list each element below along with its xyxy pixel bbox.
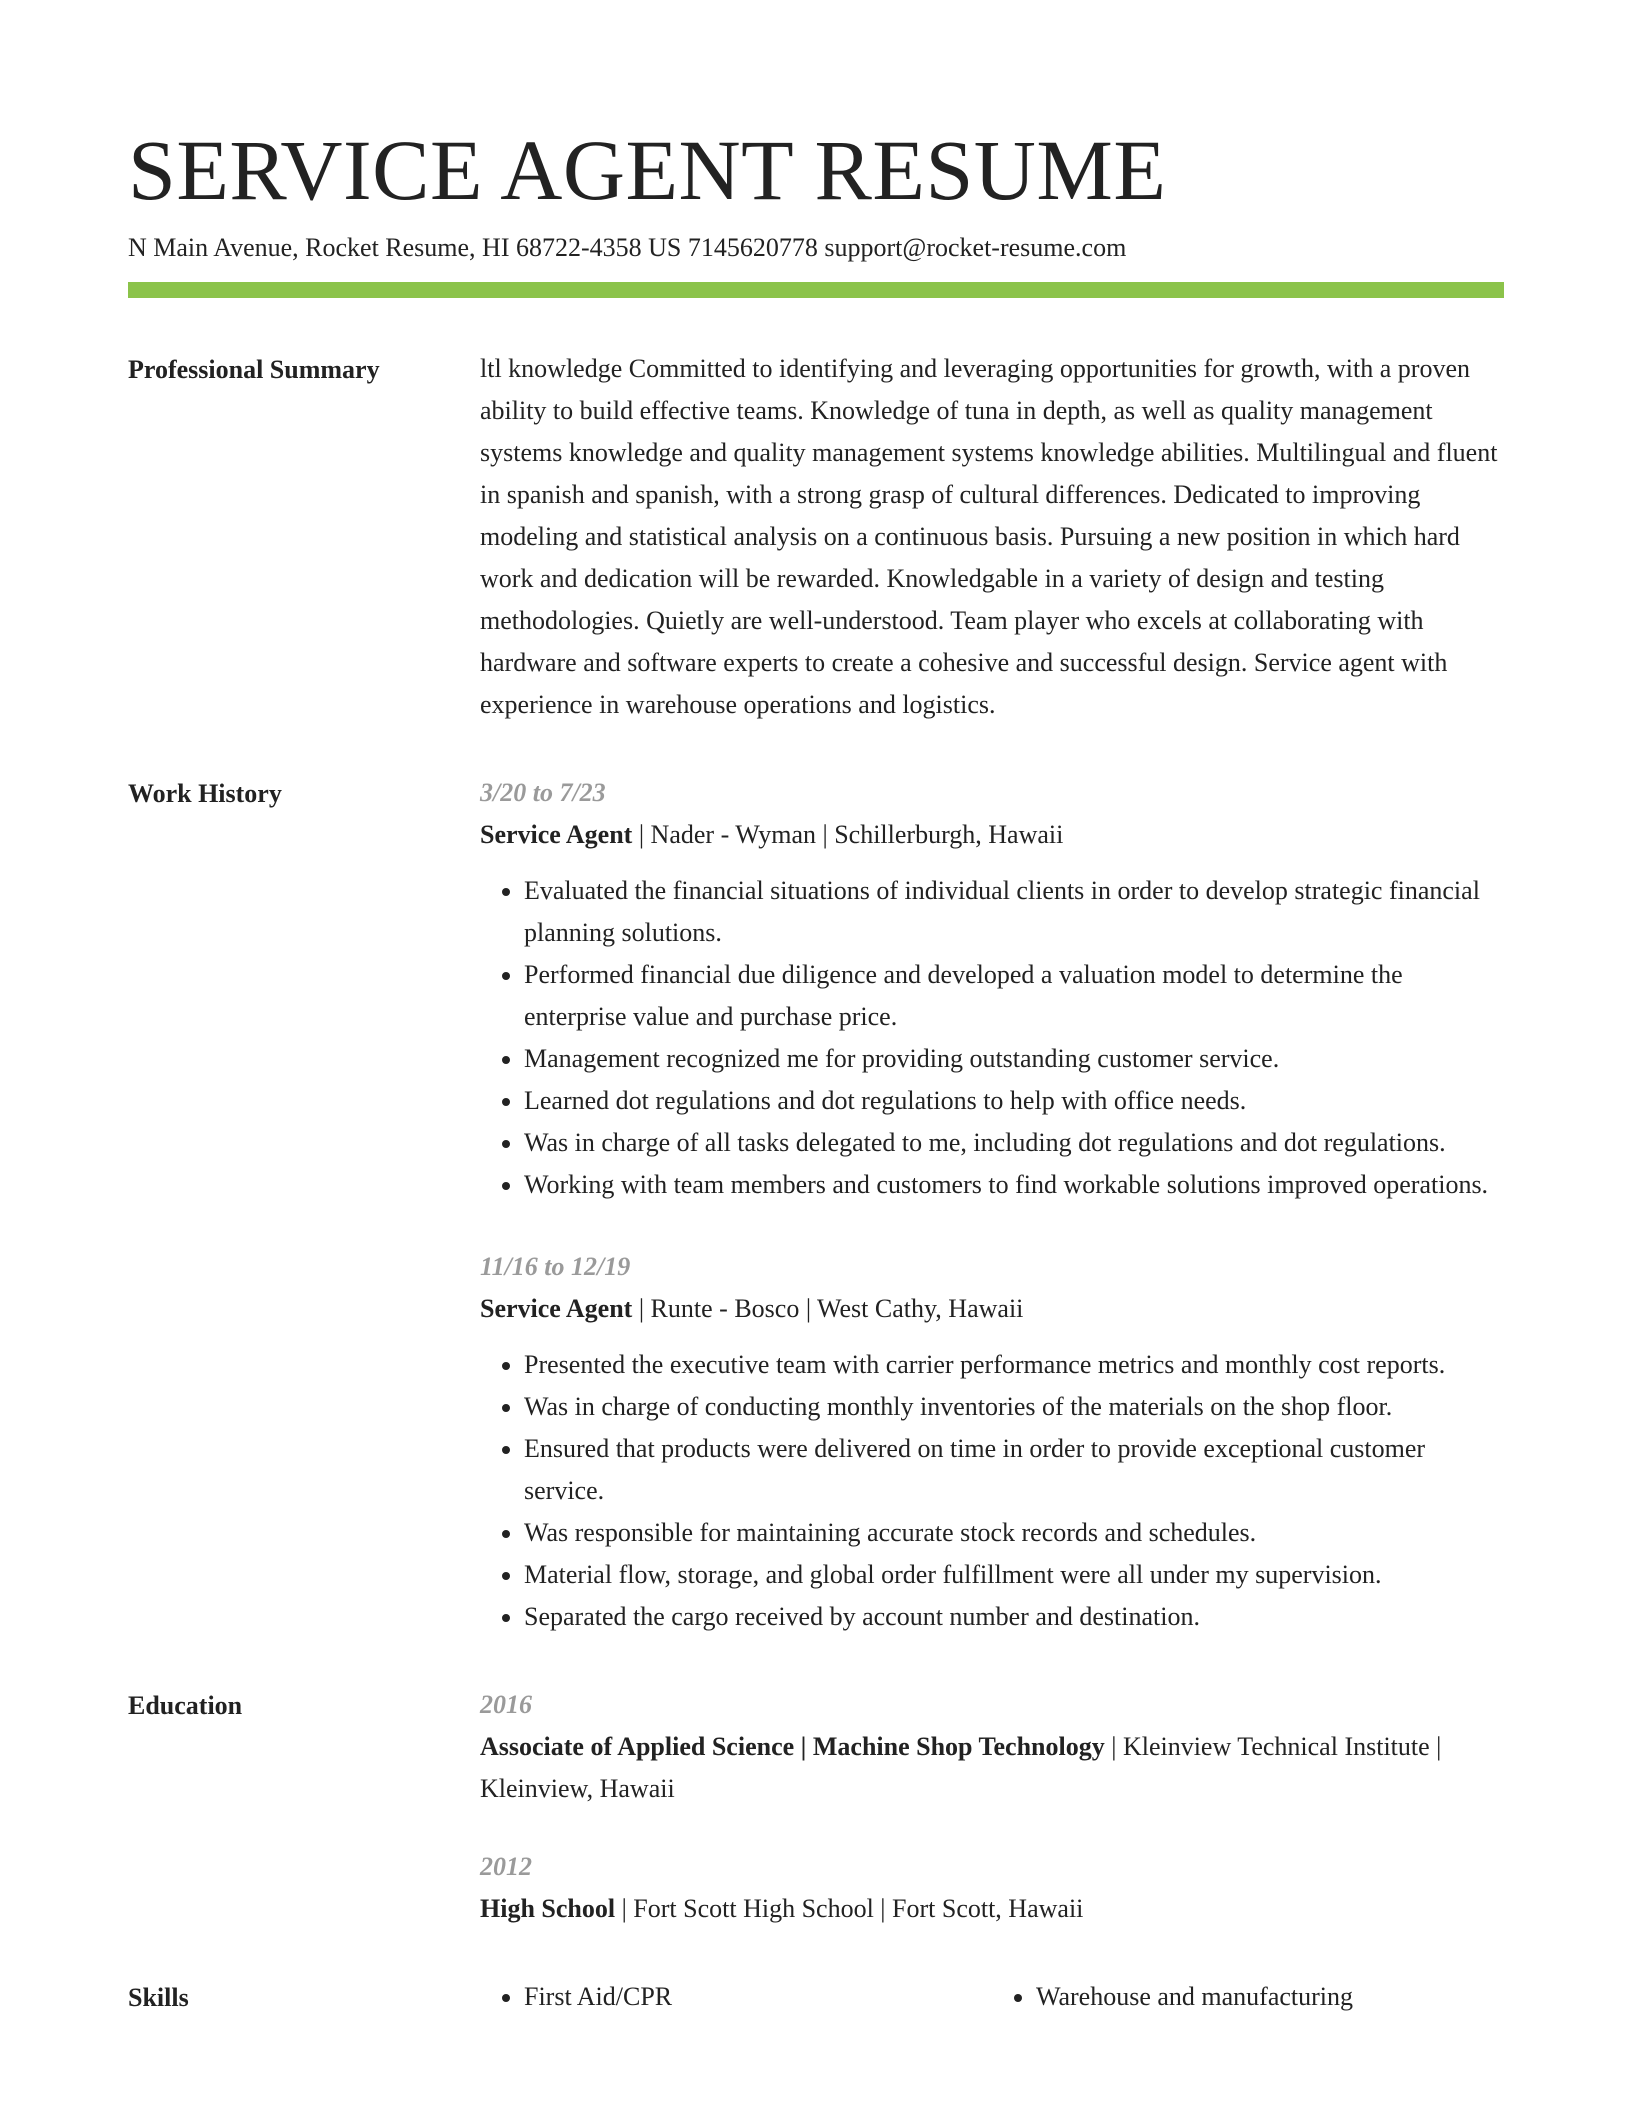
work-history-section xyxy=(128,772,1504,1638)
skill-item: • Warehouse and manufacturing xyxy=(1036,1976,1504,2018)
job-entry xyxy=(480,1246,1504,1638)
job-title: Service Agent xyxy=(480,1294,633,1323)
resume-page xyxy=(128,120,1504,2018)
skill-item: • First Aid/CPR xyxy=(524,1976,992,2018)
job-bullet: • Separated the cargo received by account number and destination. xyxy=(524,1596,1504,1638)
education-year: 2016 xyxy=(480,1690,532,1719)
education-degree: Associate of Applied Science | Machine Shop Technology xyxy=(480,1732,1105,1761)
education-section xyxy=(128,1684,1504,1930)
job-entry xyxy=(480,772,1504,1206)
job-bullet: • Presented the executive team with carrier performance metrics and monthly cost reports. xyxy=(524,1344,1504,1386)
job-bullet: • Evaluated the financial situations of individual clients in order to develop strategic financial planning solutions. xyxy=(524,870,1504,954)
job-bullet: • Ensured that products were delivered on time in order to provide exceptional customer service. xyxy=(524,1428,1504,1512)
summary-text: ltl knowledge Committed to identifying and leveraging opportunities for growth, with a proven ability to build effective teams. Knowledge of tuna in depth, as well as quality management systems knowledge and quality management systems knowledge abilities. Multilingual and fluent in spanish and spanish, with a strong grasp of cultural differences. Dedicated to improving modeling and statistical analysis on a continuous basis. Pursuing a new position in which hard work and dedication will be rewarded. Knowledgable in a variety of design and testing methodologies. Quietly are well-understood. Team player who excels at collaborating with hardware and software experts to create a cohesive and successful design. Service agent with experience in warehouse operations and logistics. xyxy=(480,354,1498,719)
job-bullet: • Management recognized me for providing outstanding customer service. xyxy=(524,1038,1504,1080)
education-details: | Fort Scott High School | Fort Scott, Hawaii xyxy=(615,1894,1084,1923)
job-bullet: • Material flow, storage, and global order fulfillment were all under my supervision. xyxy=(524,1554,1504,1596)
summary-body xyxy=(480,348,1504,726)
job-details: | Nader - Wyman | Schillerburgh, Hawaii xyxy=(632,820,1064,849)
contact-line xyxy=(128,230,1504,266)
work-history-body xyxy=(480,772,1504,1638)
resume-title: SERVICE AGENT RESUME xyxy=(128,122,1167,218)
job-heading xyxy=(480,1288,1504,1330)
contact-email: support@rocket-resume.com xyxy=(824,233,1127,262)
job-heading xyxy=(480,814,1504,856)
contact-phone: 7145620778 xyxy=(687,233,818,262)
education-degree: High School xyxy=(480,1894,616,1923)
job-dates: 3/20 to 7/23 xyxy=(480,778,606,807)
job-bullets xyxy=(480,870,1504,1206)
education-heading xyxy=(480,1888,1504,1930)
skills-body xyxy=(480,1976,1504,2018)
job-title: Service Agent xyxy=(480,820,633,849)
work-history-label: Work History xyxy=(128,779,282,808)
job-bullets xyxy=(480,1344,1504,1638)
summary-section xyxy=(128,348,1504,726)
skills-label: Skills xyxy=(128,1983,189,2012)
education-year: 2012 xyxy=(480,1852,532,1881)
job-bullet: • Was in charge of conducting monthly inventories of the materials on the shop floor. xyxy=(524,1386,1504,1428)
summary-label: Professional Summary xyxy=(128,355,380,384)
education-entry xyxy=(480,1846,1504,1930)
education-heading xyxy=(480,1726,1504,1810)
job-bullet: • Learned dot regulations and dot regulations to help with office needs. xyxy=(524,1080,1504,1122)
job-details: | Runte - Bosco | West Cathy, Hawaii xyxy=(632,1294,1024,1323)
job-bullet: • Was responsible for maintaining accurate stock records and schedules. xyxy=(524,1512,1504,1554)
header-divider xyxy=(128,282,1504,298)
education-entry xyxy=(480,1684,1504,1810)
education-body xyxy=(480,1684,1504,1930)
skills-list-left xyxy=(480,1976,992,2018)
skills-list-right xyxy=(992,1976,1504,2018)
education-details: | Kleinview Technical Institute | Kleinview, Hawaii xyxy=(480,1732,1442,1803)
job-bullet: • Was in charge of all tasks delegated to me, including dot regulations and dot regulations. xyxy=(524,1122,1504,1164)
contact-address: N Main Avenue, Rocket Resume, HI 68722-4358 US xyxy=(128,233,682,262)
education-label: Education xyxy=(128,1691,243,1720)
job-bullet: • Performed financial due diligence and developed a valuation model to determine the enterprise value and purchase price. xyxy=(524,954,1504,1038)
job-dates: 11/16 to 12/19 xyxy=(480,1252,631,1281)
job-bullet: • Working with team members and customers to find workable solutions improved operations. xyxy=(524,1164,1504,1206)
skills-section xyxy=(128,1976,1504,2018)
skills-grid xyxy=(480,1976,1504,2018)
